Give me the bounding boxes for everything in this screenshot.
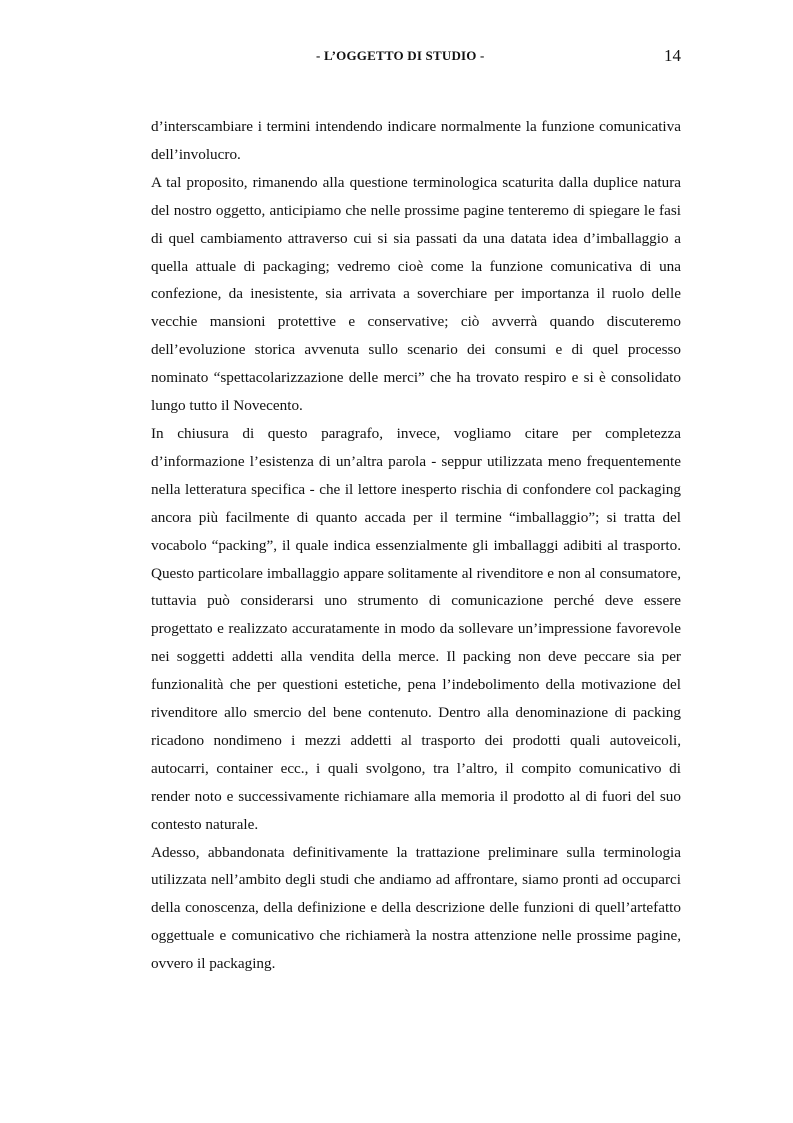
paragraph-packing: In chiusura di questo paragrafo, invece, vogliamo citare per completezza d’informazione l’esistenza di un’altra parola - seppur utilizzata meno frequentemente nella letteratura specifica - che il lettore inesperto rischia di confondere col packaging ancora più facilmente di quanto accada per il termine “imballaggio”; si tratta del vocabolo “packing”, il quale indica essenzialmente gli imballaggi adibiti al trasporto. Questo particolare imballaggio appare solitamente al rivenditore e non al consumatore, tuttavia può considerarsi uno strumento di comunicazione perché deve essere progettato e realizzato accuratamente in modo da sollevare un’impressione favorevole nei soggetti addetti alla vendita della merce. Il packing non deve peccare sia per funzionalità che per questioni estetiche, pena l’indebolimento della motivazione del rivenditore allo smercio del bene contenuto. Dentro alla denominazione di packing ricadono nondimeno i mezzi addetti al trasporto dei prodotti quali autoveicoli, autocarri, container ecc., i quali svolgono, tra l’altro, il compito comunicativo di render noto e successivamente richiamare alla memoria il prodotto al di fuori del suo contesto naturale. bbox=[151, 424, 681, 833]
running-header bbox=[0, 46, 793, 70]
body-text bbox=[151, 113, 681, 978]
paragraph-conclusion: Adesso, abbandonata definitivamente la trattazione preliminare sulla terminologia utilizzata nell’ambito degli studi che andiamo ad affrontare, siamo pronti ad occuparci della conoscenza, della definizione e della descrizione delle funzioni di quell’artefatto oggettuale e comunicativo che richiamerà la nostra attenzione nelle prossime pagine, ovvero il packaging. bbox=[151, 843, 681, 973]
paragraph-terminology: A tal proposito, rimanendo alla questione terminologica scaturita dalla duplice natura del nostro oggetto, anticipiamo che nelle prossime pagine tenteremo di spiegare le fasi di quel cambiamento attraverso cui si sia passati da una datata idea d’imballaggio a quella attuale di packaging; vedremo cioè come la funzione comunicativa di una confezione, da inesistente, sia arrivata a soverchiare per importanza il ruolo delle vecchie mansioni protettive e conservative; ciò avverrà quando discuteremo dell’evoluzione storica avvenuta sullo scenario dei consumi e di quel processo nominato “spettacolarizzazione delle merci” che ha trovato respiro e si è consolidato lungo tutto il Novecento. bbox=[151, 173, 681, 415]
page-number: 14 bbox=[664, 46, 681, 65]
chapter-title: - L’OGGETTO DI STUDIO - bbox=[316, 48, 485, 63]
paragraph-continuation: d’interscambiare i termini intendendo indicare normalmente la funzione comunicativa dell’involucro. bbox=[151, 118, 681, 163]
